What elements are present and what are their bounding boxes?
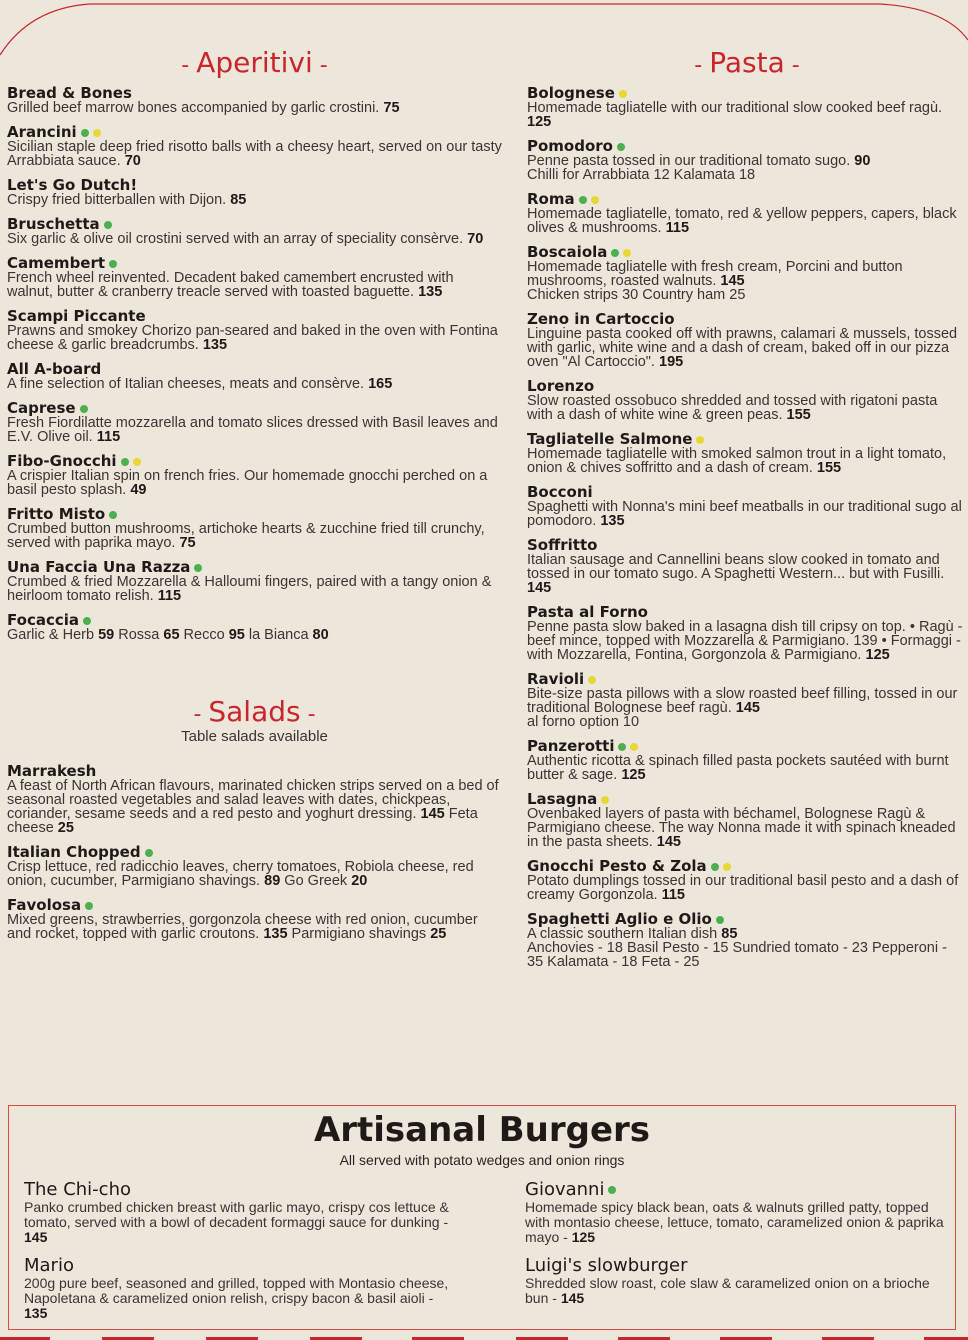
menu-item-extra: Chicken strips 30 Country ham 25 [527,287,746,303]
menu-item-description [7,377,502,391]
burger-description [525,1200,955,1245]
menu-item-price: 70 [124,153,141,169]
burger-name [24,1256,454,1276]
menu-item-description [527,101,967,129]
menu-item [7,559,502,603]
menu-item-desc-text: A feast of North African flavours, marinated chicken strips served on a bed of seasonal roasted vegetables and salad leaves with dates, chickpeas, coriander, sesame seeds and a red pesto and yoghurt dressing. [7,778,499,822]
menu-item-desc-text: Penne pasta tossed in our traditional tomato sugo. [527,153,855,169]
menu-item-description [527,874,967,902]
menu-item-description [527,500,967,528]
menu-item-desc-text: Fresh Fiordilatte mozzarella and tomato slices dressed with Basil leaves and E.V. Olive oil. [7,415,498,445]
menu-item [527,244,967,302]
menu-item-price: 125 [621,767,646,783]
burger-price: 125 [571,1229,596,1245]
contains-nuts-dot-icon [696,436,704,444]
menu-item-desc-text: Mixed greens, strawberries, gorgonzola cheese with red onion, cucumber and rocket, topped with garlic croutons. [7,912,478,942]
vegetarian-dot-icon [618,743,626,751]
burger-item [525,1256,955,1306]
vegetarian-dot-icon [145,849,153,857]
menu-item-name [527,311,967,327]
menu-item-price: 135 [263,926,288,942]
burger-description [24,1276,454,1321]
menu-item-title: Panzerotti [527,737,615,755]
menu-item-title: Pomodoro [527,137,613,155]
menu-item-description [7,860,502,888]
menu-item-title: All A-board [7,360,102,378]
burger-title: Giovanni [525,1179,605,1200]
menu-item-price: 135 [418,284,443,300]
menu-item [527,791,967,849]
menu-item-desc-text: Italian sausage and Cannellini beans slow cooked in tomato and tossed in our tomato sugo. A Spaghetti Western... but with Fusilli. [527,552,945,582]
menu-item-title: Tagliatelle Salmone [527,430,693,448]
burger-name [525,1256,955,1276]
menu-item-price: 145 [420,806,445,822]
burger-name [525,1180,955,1200]
aperitivi-list [7,85,502,603]
menu-item-desc-text: Ovenbaked layers of pasta with béchamel, Bolognese Ragù & Parmigiano cheese. The way Nonna made it with spinach kneaded in the pasta sheets. [527,806,956,850]
menu-item-description [527,394,967,422]
menu-item-title: Lorenzo [527,377,595,395]
burger-title: Luigi's slowburger [525,1255,688,1276]
menu-item [527,484,967,528]
menu-item-desc-text: Crumbed & fried Mozzarella & Halloumi fingers, paired with a tangy onion & heirloom tomato relish. [7,574,492,604]
menu-item-extra: Parmigiano shavings [287,926,431,942]
burger-price: 145 [560,1290,585,1306]
menu-item-desc-text: Potato dumplings tossed in our traditional basil pesto and a dash of creamy Gorgonzola. [527,873,959,903]
menu-item-name [527,244,967,260]
menu-item-price: 115 [157,588,182,604]
burger-description [525,1276,955,1306]
vegetarian-dot-icon [608,1186,616,1194]
menu-item-name [7,506,502,522]
menu-item-price: 145 [735,700,760,716]
menu-item-desc-text: Penne pasta slow baked in a lasagna dish till cripsy on top. • Ragù - beef mince, topped with Mozzarella & Parmigiano. 139 • Formaggi - with Mozzarella, Fontina, Gorgonzola & Parmigiano. [527,619,963,663]
menu-item-price: 70 [467,231,484,247]
menu-item-name [7,308,502,324]
menu-item-price: 85 [230,192,247,208]
menu-item-title: Scampi Piccante [7,307,146,325]
menu-item-price: 145 [527,580,552,596]
menu-item-desc-text: Sicilian staple deep fried risotto balls with a cheesy heart, served on our tasty Arrabbiata sauce. [7,139,502,169]
burger-name [24,1180,454,1200]
menu-item-name [527,738,967,754]
menu-item-title: Fibo-Gnocchi [7,452,117,470]
menu-item-description [527,687,967,715]
menu-item [527,738,967,782]
menu-item-description [7,232,502,246]
burger-item [525,1180,955,1245]
burger-item [24,1256,454,1321]
menu-item-extra: Anchovies - 18 Basil Pesto - 15 Sundried tomato - 23 Pepperoni - 35 Kalamata - 18 Feta - 25 [527,940,947,970]
menu-item-title: Marrakesh [7,762,97,780]
menu-item-extra-price: 25 [57,820,74,836]
salads-title: - Salads - [193,695,316,728]
menu-item-description [527,260,967,288]
menu-item-price: 85 [721,926,738,942]
menu-item [527,311,967,369]
menu-item-price: 75 [179,535,196,551]
menu-item-price: 145 [720,273,745,289]
contains-nuts-dot-icon [591,196,599,204]
menu-item-desc-text: Linguine pasta cooked off with prawns, calamari & mussels, tossed with garlic, white wine and a dash of cream, baked off in our pizza oven "Al Cartoccio". [527,326,958,370]
menu-item-price: 90 [854,153,871,169]
menu-item-description [527,620,967,662]
menu-item-price: 195 [659,354,684,370]
menu-item-title: Arancini [7,123,77,141]
menu-item-desc-text: Crispy fried bitterballen with Dijon. [7,192,231,208]
menu-item [7,844,502,888]
menu-item-title: Una Faccia Una Razza [7,558,191,576]
contains-nuts-dot-icon [588,676,596,684]
menu-item-extra: Go Greek [280,873,352,889]
left-column [7,46,502,950]
burger-desc-text: Shredded slow roast, cole slaw & caramelized onion on a brioche bun - [525,1275,930,1306]
menu-item-price: 145 [656,834,681,850]
menu-item-name [527,85,967,101]
menu-item [7,453,502,497]
menu-item-name [7,763,502,779]
menu-item-extra-price: 20 [351,873,368,889]
menu-item-title: Boscaiola [527,243,608,261]
menu-item-title: Caprese [7,399,76,417]
menu-item-description [7,271,502,299]
menu-item-title: Lasagna [527,790,598,808]
menu-item-title: Fritto Misto [7,505,106,523]
burger-title: The Chi-cho [24,1179,131,1200]
vegetarian-dot-icon [611,249,619,257]
menu-item-name [527,431,967,447]
menu-item [7,361,502,391]
menu-item-name [527,191,967,207]
menu-item-title: Pasta al Forno [527,603,648,621]
menu-item-description [527,927,967,941]
menu-item-focaccia: Focaccia Garlic & Herb 59 Rossa 65 Recco 95 la Bianca 80 [7,612,502,642]
focaccia-option-label: Rossa [118,627,164,643]
menu-item [527,911,967,969]
menu-item-description [7,913,502,941]
menu-item-name [7,124,502,140]
focaccia-option-label: la Bianca [248,627,313,643]
menu-item-description [7,101,502,115]
menu-item-name [7,216,502,232]
menu-item-price: 49 [130,482,147,498]
salads-list [7,763,502,941]
menu-item-title: Spaghetti Aglio e Olio [527,910,712,928]
menu-item-desc-text: Crumbed button mushrooms, artichoke hearts & zucchine fried till crunchy, served with paprika mayo. [7,521,485,551]
burgers-section [8,1105,956,1330]
menu-item-title: Bolognese [527,84,615,102]
menu-item [7,763,502,835]
menu-item-name [527,604,967,620]
contains-nuts-dot-icon [93,129,101,137]
vegetarian-dot-icon [85,902,93,910]
menu-item-description [7,140,502,168]
focaccia-option-price: 95 [228,627,245,643]
focaccia-option-label: Garlic & Herb [7,627,99,643]
menu-item-price: 75 [383,100,400,116]
menu-item-desc-text: Six garlic & olive oil crostini served with an array of speciality consèrve. [7,231,468,247]
menu-item-title: Soffritto [527,536,598,554]
menu-item-price: 115 [661,887,685,903]
menu-item-title: Bruschetta [7,215,100,233]
menu-item-name [7,400,502,416]
contains-nuts-dot-icon [623,249,631,257]
menu-item-description [527,447,967,475]
burger-item [24,1180,454,1245]
menu-item-title: Bocconi [527,483,593,501]
menu-item-description [7,469,502,497]
vegetarian-dot-icon [579,196,587,204]
pasta-list [527,85,967,969]
pasta-title: - Pasta - [694,46,800,79]
focaccia-option-label: Recco [183,627,229,643]
menu-item [7,177,502,207]
menu-item-desc-text: Grilled beef marrow bones accompanied by garlic crostini. [7,100,384,116]
vegetarian-dot-icon [80,405,88,413]
menu-item-price: 125 [865,647,890,663]
menu-item-desc-text: Homemade tagliatelle, tomato, red & yellow peppers, capers, black olives & mushrooms. [527,206,957,236]
vegetarian-dot-icon [194,564,202,572]
menu-item [527,138,967,182]
burger-price: 135 [24,1305,48,1321]
vegetarian-dot-icon [104,221,112,229]
focaccia-options [7,628,502,642]
focaccia-option-price: 80 [312,627,329,643]
menu-item-name [527,791,967,807]
menu-item-title: Italian Chopped [7,843,141,861]
menu-item-price: 155 [816,460,842,476]
menu-item-desc-text: Homemade tagliatelle with our traditional slow cooked beef ragù. [527,100,943,116]
burgers-subtitle: All served with potato wedges and onion rings [339,1152,625,1168]
menu-item-name [7,177,502,193]
menu-item-desc-text: Crisp lettuce, red radicchio leaves, cherry tomatoes, Robiola cheese, red onion, cucumber, Parmigiano shavings. [7,859,474,889]
menu-item-name [527,537,967,553]
menu-item-description [7,575,502,603]
contains-nuts-dot-icon [133,458,141,466]
menu-item [527,537,967,595]
menu-item-desc-text: Authentic ricotta & spinach filled pasta pockets sautéed with burnt butter & sage. [527,753,949,783]
menu-item-desc-text: A classic southern Italian dish [527,926,722,942]
menu-item [527,378,967,422]
menu-item [527,431,967,475]
menu-item-description [7,522,502,550]
menu-item [7,400,502,444]
menu-item-name [7,844,502,860]
menu-item-extra: Chilli for Arrabbiata 12 Kalamata 18 [527,167,756,183]
menu-item-description [7,193,502,207]
burgers-title: Artisanal Burgers [313,1110,651,1150]
contains-nuts-dot-icon [619,90,627,98]
menu-item [7,506,502,550]
menu-item-name [527,484,967,500]
menu-item-desc-text: Slow roasted ossobuco shredded and tossed with rigatoni pasta with a dash of white wine & green peas. [527,393,938,423]
menu-item-price: 135 [202,337,228,353]
burger-desc-text: Panko crumbed chicken breast with garlic mayo, crispy cos lettuce & tomato, served with a bowl of decadent formaggi sauce for dunking - [24,1199,449,1230]
burger-description [24,1200,454,1245]
salads-subtitle: Table salads available [181,728,328,745]
vegetarian-dot-icon [121,458,129,466]
menu-item-desc-text: Homemade tagliatelle with fresh cream, Porcini and button mushrooms, roasted walnuts. [527,259,903,289]
menu-item-description [527,327,967,369]
menu-item-name [527,911,967,927]
menu-item-name [7,255,502,271]
menu-item-description [7,324,502,352]
vegetarian-dot-icon [81,129,89,137]
menu-item-name [527,858,967,874]
menu-item-name [527,138,967,154]
burger-desc-text: Homemade spicy black bean, oats & walnuts grilled patty, topped with montasio cheese, lettuce, tomato, caramelized onion & paprika mayo - [525,1199,944,1245]
menu-item-name [7,453,502,469]
menu-item [7,85,502,115]
menu-item-desc-text: Spaghetti with Nonna's mini beef meatballs in our traditional sugo al pomodoro. [527,499,962,529]
menu-item-name [7,559,502,575]
burger-title: Mario [24,1255,74,1276]
menu-item-desc-text: Bite-size pasta pillows with a slow roasted beef filling, tossed in our traditional Bolognese beef ragù. [527,686,958,716]
menu-item [527,191,967,235]
menu-item [7,124,502,168]
burger-desc-text: 200g pure beef, seasoned and grilled, topped with Montasio cheese, Napoletana & caramelized onion relish, crispy bacon & basil aioli - [24,1275,449,1306]
vegetarian-dot-icon [716,916,724,924]
menu-item-description [7,779,502,835]
menu-item-description [527,754,967,782]
menu-item-name [527,671,967,687]
menu-item-description [527,207,967,235]
menu-item-name [7,897,502,913]
menu-item-extra-price: 25 [430,926,447,942]
burger-price: 145 [24,1229,48,1245]
menu-item [527,604,967,662]
menu-item-desc-text: Prawns and smokey Chorizo pan-seared and baked in the oven with Fontina cheese & garlic breadcrumbs. [7,323,498,353]
vegetarian-dot-icon [617,143,625,151]
right-column [527,46,967,978]
menu-item [527,85,967,129]
menu-item-title: Gnocchi Pesto & Zola [527,857,707,875]
vegetarian-dot-icon [83,617,91,625]
menu-item [7,897,502,941]
menu-item-description [7,416,502,444]
menu-item-title: Camembert [7,254,106,272]
menu-item [7,216,502,246]
vegetarian-dot-icon [109,511,117,519]
menu-item-title: Ravioli [527,670,585,688]
menu-item-price: 155 [786,407,811,423]
menu-item-desc-text: A crispier Italian spin on french fries. Our homemade gnocchi perched on a basil pesto splash. [7,468,488,498]
menu-item [527,858,967,902]
menu-item-description [527,154,967,168]
menu-item-description [527,553,967,595]
menu-item-title: Let's Go Dutch! [7,176,138,194]
menu-item-price: 135 [600,513,625,529]
menu-item-price: 115 [96,429,121,445]
menu-item-price: 125 [527,114,552,130]
contains-nuts-dot-icon [630,743,638,751]
menu-item [7,308,502,352]
menu-item [527,671,967,729]
menu-item-extra: al forno option 10 [527,714,640,730]
menu-item-title: Favolosa [7,896,82,914]
focaccia-option-price: 59 [98,627,115,643]
aperitivi-title: - Aperitivi - [181,46,328,79]
menu-item-title: Roma [527,190,575,208]
menu-item-desc-text: French wheel reinvented. Decadent baked camembert encrusted with walnut, butter & cranberry treacle served with toasted baguette. [7,270,454,300]
menu-item-price: 89 [264,873,281,889]
menu-item-desc-text: A fine selection of Italian cheeses, meats and consèrve. [7,376,369,392]
menu-item-name [7,361,502,377]
menu-item-extra: Feta cheese [7,806,478,836]
menu-item-name [527,378,967,394]
menu-item-description [527,807,967,849]
menu-item-title: Bread & Bones [7,84,132,102]
menu-item-desc-text: Homemade tagliatelle with smoked salmon trout in a light tomato, onion & chives soffritto and a dash of cream. [527,446,947,476]
menu-item-name [7,85,502,101]
menu-item-price: 115 [665,220,690,236]
menu-item-price: 165 [368,376,393,392]
vegetarian-dot-icon [711,863,719,871]
menu-item [7,255,502,299]
menu-item-title: Zeno in Cartoccio [527,310,675,328]
focaccia-option-price: 65 [163,627,180,643]
contains-nuts-dot-icon [723,863,731,871]
vegetarian-dot-icon [109,260,117,268]
contains-nuts-dot-icon [601,796,609,804]
